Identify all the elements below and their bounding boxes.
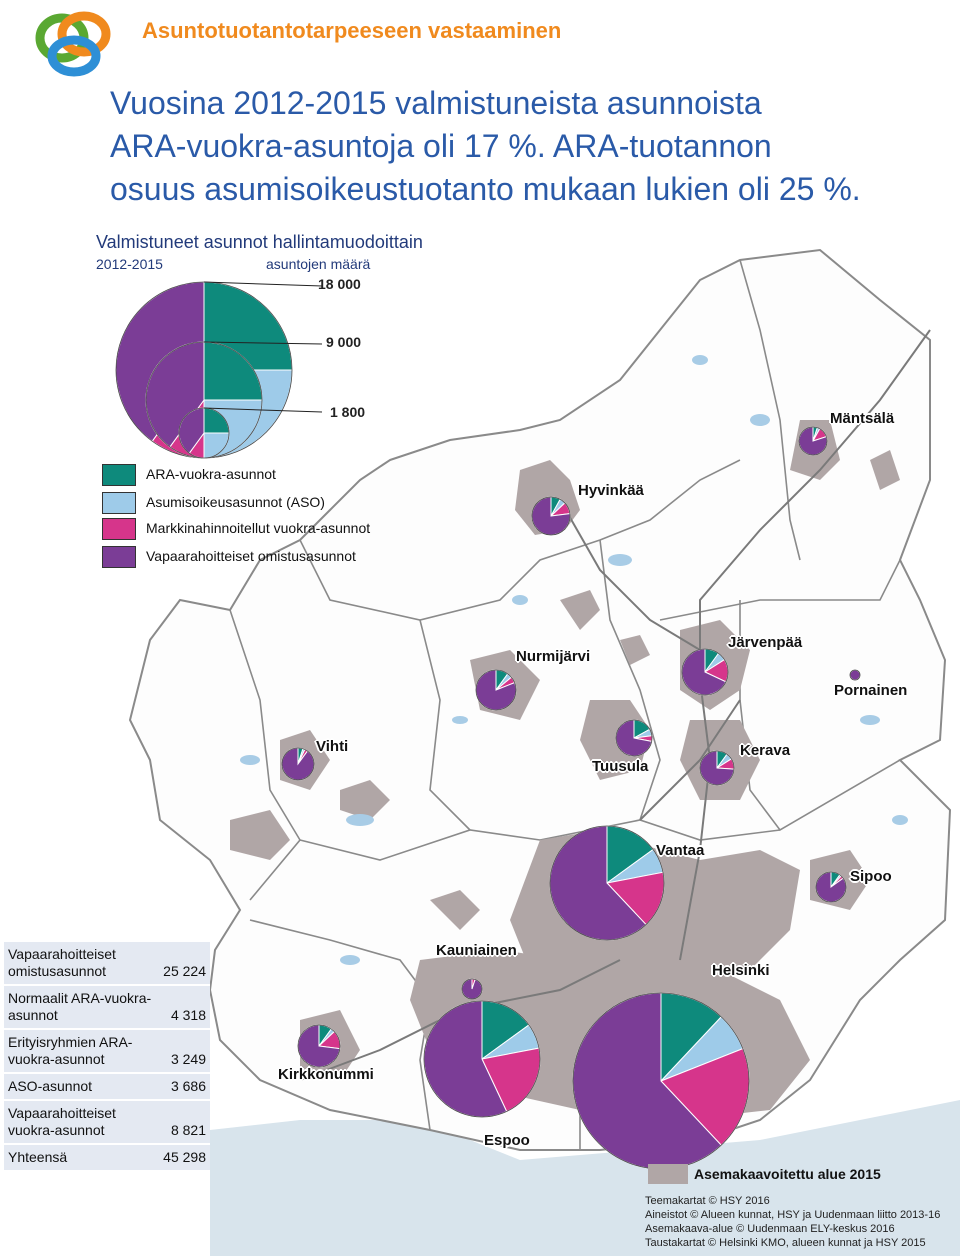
legend-title: Valmistuneet asunnot hallintamuodoittain [96, 232, 423, 252]
stats-row-total [4, 1145, 210, 1172]
credit-line: Taustakartat © Helsinki KMO, alueen kunnat ja HSY 2015 [645, 1237, 926, 1249]
stats-row [4, 1074, 210, 1101]
pie-mantsala-pie [799, 427, 827, 455]
legend-label-market-rent: Markkinahinnoitellut vuokra-asunnot [146, 520, 371, 536]
legend-period: 2012-2015 [96, 256, 163, 272]
stats-value: 25 224 [163, 963, 206, 979]
stats-row [4, 942, 210, 986]
place-label-kerava: Kerava [740, 742, 791, 759]
legend-label-aso: Asumisoikeusasunnot (ASO) [146, 494, 325, 510]
stats-value: 3 686 [170, 1078, 206, 1094]
stats-value: 3 249 [170, 1051, 206, 1067]
stats-label: Normaalit ARA-vuokra-asunnot [8, 990, 152, 1023]
pie-kauniainen-pie [462, 979, 482, 999]
pie-espoo-pie [424, 1001, 540, 1117]
pie-pornainen-pie [850, 670, 860, 680]
pie-vihti-pie [282, 748, 314, 780]
stats-label: Yhteensä [8, 1149, 68, 1165]
place-label-sipoo: Sipoo [850, 868, 892, 885]
place-label-kirkkonummi: Kirkkonummi [278, 1066, 374, 1083]
stats-label: Vapaarahoitteiset vuokra-asunnot [8, 1105, 116, 1138]
area-legend-label: Asemakaavoitettu alue 2015 [694, 1166, 881, 1182]
place-label-vantaa: Vantaa [656, 842, 705, 859]
pie-hyvinkaa-pie [532, 497, 570, 535]
place-label-nurmijarvi: Nurmijärvi [516, 648, 591, 665]
place-label-vihti: Vihti [316, 738, 349, 755]
title-line-2: ARA-vuokra-asuntoja oli 17 %. ARA-tuotannon [110, 128, 772, 164]
credit-line: Teemakartat © HSY 2016 [645, 1195, 770, 1207]
pie-kirkkonummi-pie [298, 1025, 340, 1067]
place-label-hyvinkaa: Hyvinkää [578, 482, 644, 499]
credit-line: Asemakaava-alue © Uudenmaan ELY-keskus 2016 [645, 1223, 895, 1235]
map-credits [645, 1194, 940, 1250]
stats-label: Erityisryhmien ARA-vuokra-asunnot [8, 1034, 133, 1067]
place-label-mantsala: Mäntsälä [830, 410, 895, 427]
pie-vantaa-pie [550, 826, 664, 940]
size-label-large: 18 000 [318, 276, 361, 292]
legend-unit: asuntojen määrä [266, 256, 371, 272]
size-label-medium: 9 000 [326, 334, 362, 350]
place-label-jarvenpaa: Järvenpää [728, 634, 803, 651]
stats-row [4, 1030, 210, 1074]
credit-line: Aineistot © Alueen kunnat, HSY ja Uudenmaan liitto 2013-16 [645, 1209, 941, 1221]
stats-table [4, 942, 210, 1172]
place-label-pornainen: Pornainen [834, 682, 908, 699]
place-label-tuusula: Tuusula [592, 758, 649, 775]
title-line-3: osuus asumisoikeustuotanto mukaan lukien oli 25 %. [110, 171, 861, 207]
area-legend-swatch [648, 1164, 688, 1184]
place-label-helsinki: Helsinki [712, 962, 770, 979]
stats-row [4, 986, 210, 1030]
size-label-small: 1 800 [330, 404, 366, 420]
pie-helsinki-pie [573, 993, 749, 1169]
stats-value: 4 318 [170, 1007, 206, 1023]
pie-sipoo-pie [816, 872, 846, 902]
section-header: Asuntotuotantotarpeeseen vastaaminen [142, 18, 562, 43]
title-line-1: Vuosina 2012-2015 valmistuneista asunnoista [110, 85, 762, 121]
stats-label: ASO-asunnot [8, 1078, 93, 1094]
stats-value: 8 821 [170, 1122, 206, 1138]
place-label-kauniainen: Kauniainen [436, 942, 517, 959]
pie-tuusula-pie [616, 720, 652, 756]
legend-label-owner: Vapaarahoitteiset omistusasunnot [146, 548, 356, 564]
pie-jarvenpaa-pie [682, 649, 728, 695]
stats-value: 45 298 [163, 1149, 206, 1165]
pie-nurmijarvi-pie [476, 670, 516, 710]
stats-row [4, 1101, 210, 1145]
stats-label: Vapaarahoitteiset omistusasunnot [8, 946, 116, 979]
pie-kerava-pie [700, 751, 734, 785]
place-label-espoo: Espoo [484, 1132, 530, 1149]
legend-label-ara: ARA-vuokra-asunnot [146, 466, 276, 482]
